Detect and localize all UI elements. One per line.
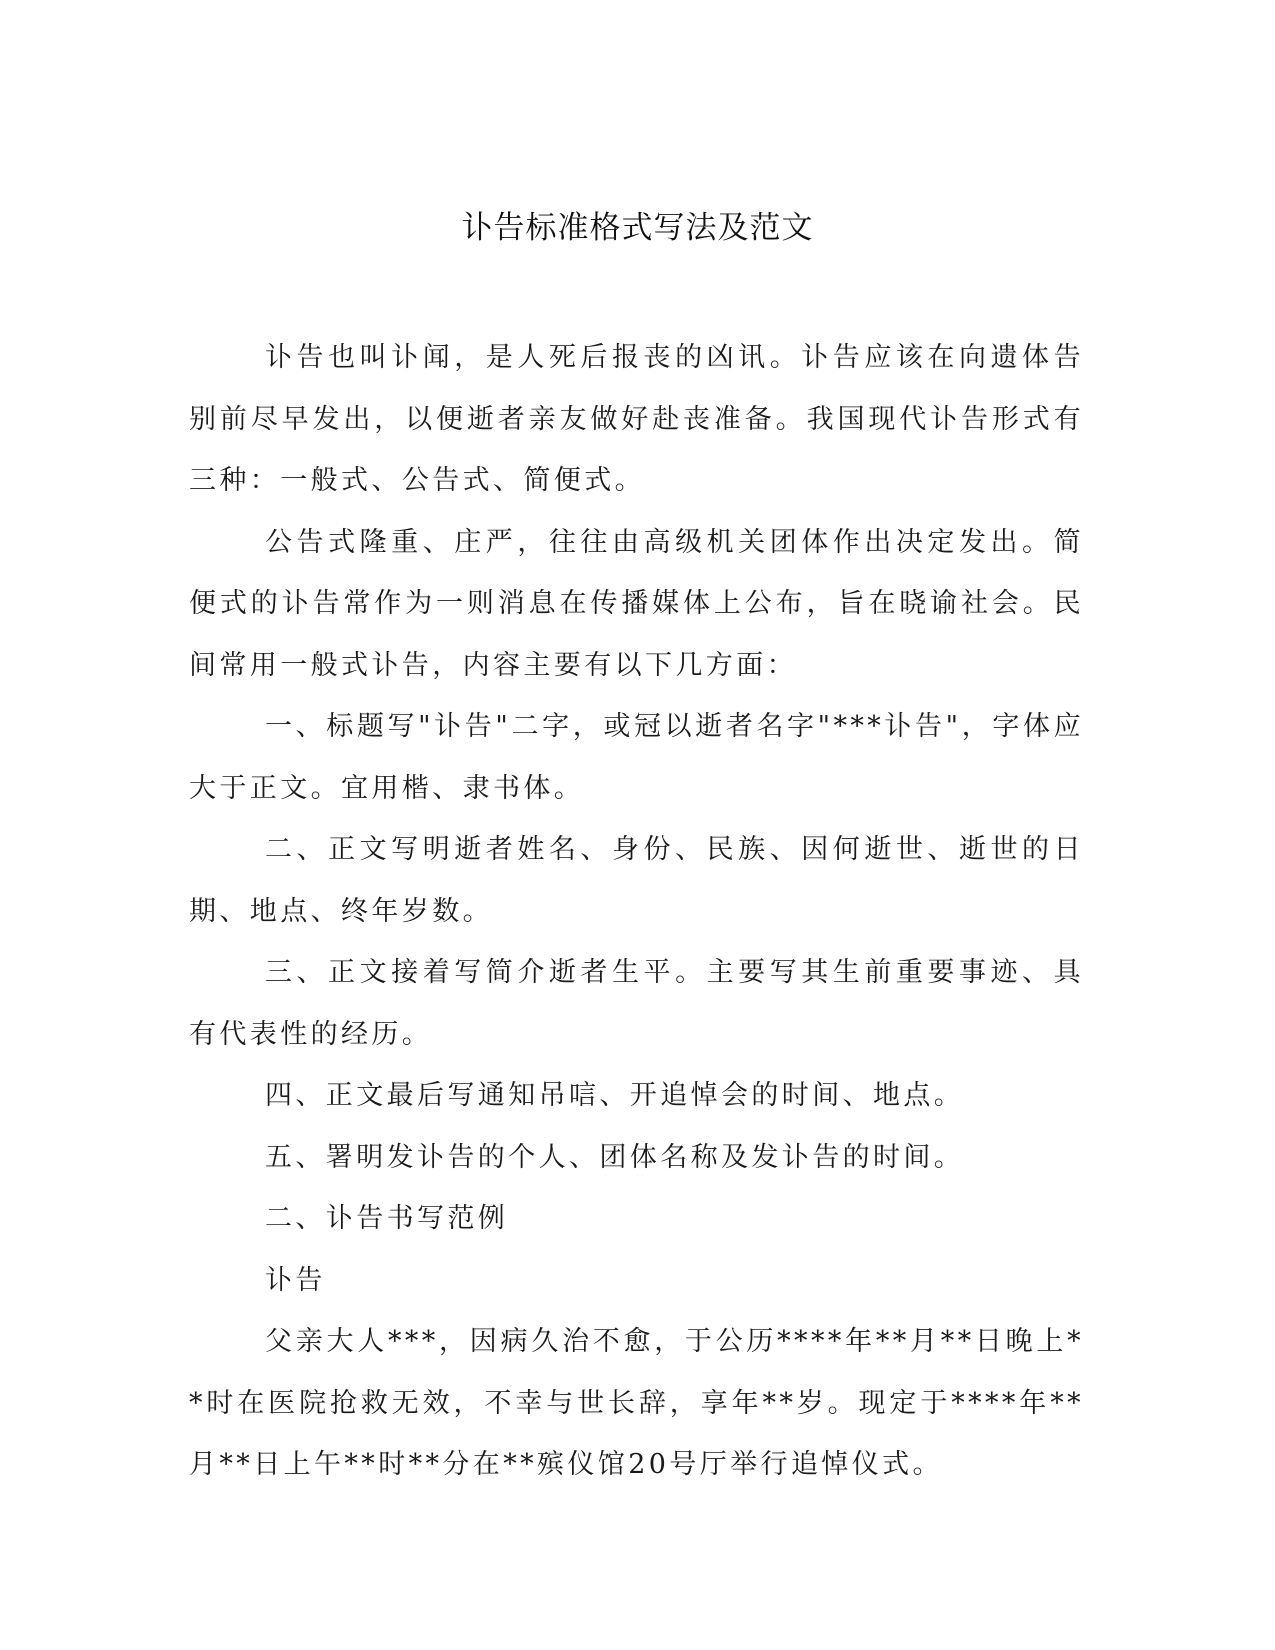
paragraph-point-1: 一、标题写"讣告"二字，或冠以逝者名字"***讣告"，字体应大于正文。宜用楷、隶书体。 [189, 711, 1084, 804]
paragraph-point-3: 三、正文接着写简介逝者生平。主要写其生前重要事迹、具有代表性的经历。 [189, 957, 1084, 1050]
section-heading-example: 二、讣告书写范例 [265, 1203, 509, 1234]
paragraph-point-2: 二、正文写明逝者姓名、身份、民族、因何逝世、逝世的日期、地点、终年岁数。 [189, 834, 1084, 927]
document-body [189, 327, 1084, 1496]
paragraph-point-5: 五、署明发讣告的个人、团体名称及发讣告的时间。 [265, 1141, 965, 1173]
example-title: 讣告 [265, 1264, 326, 1296]
paragraph-intro: 讣告也叫讣闻，是人死后报丧的凶讯。讣告应该在向遗体告别前尽早发出，以便逝者亲友做好赴丧准备。我国现代讣告形式有三种：一般式、公告式、简便式。 [189, 342, 1084, 496]
document-title: 讣告标准格式写法及范文 [461, 210, 814, 246]
example-body: 父亲大人***，因病久治不愈，于公历****年**月**日晚上**时在医院抢救无效，不幸与世长辞，享年**岁。现定于****年**月**日上午**时**分在**殡仪馆20号厅举行追悼仪式。 [189, 1326, 1084, 1480]
paragraph-forms: 公告式隆重、庄严，往往由高级机关团体作出决定发出。简便式的讣告常作为一则消息在传播媒体上公布，旨在晓谕社会。民间常用一般式讣告，内容主要有以下几方面： [189, 526, 1084, 681]
paragraph-point-4: 四、正文最后写通知吊唁、开追悼会的时间、地点。 [265, 1080, 965, 1111]
